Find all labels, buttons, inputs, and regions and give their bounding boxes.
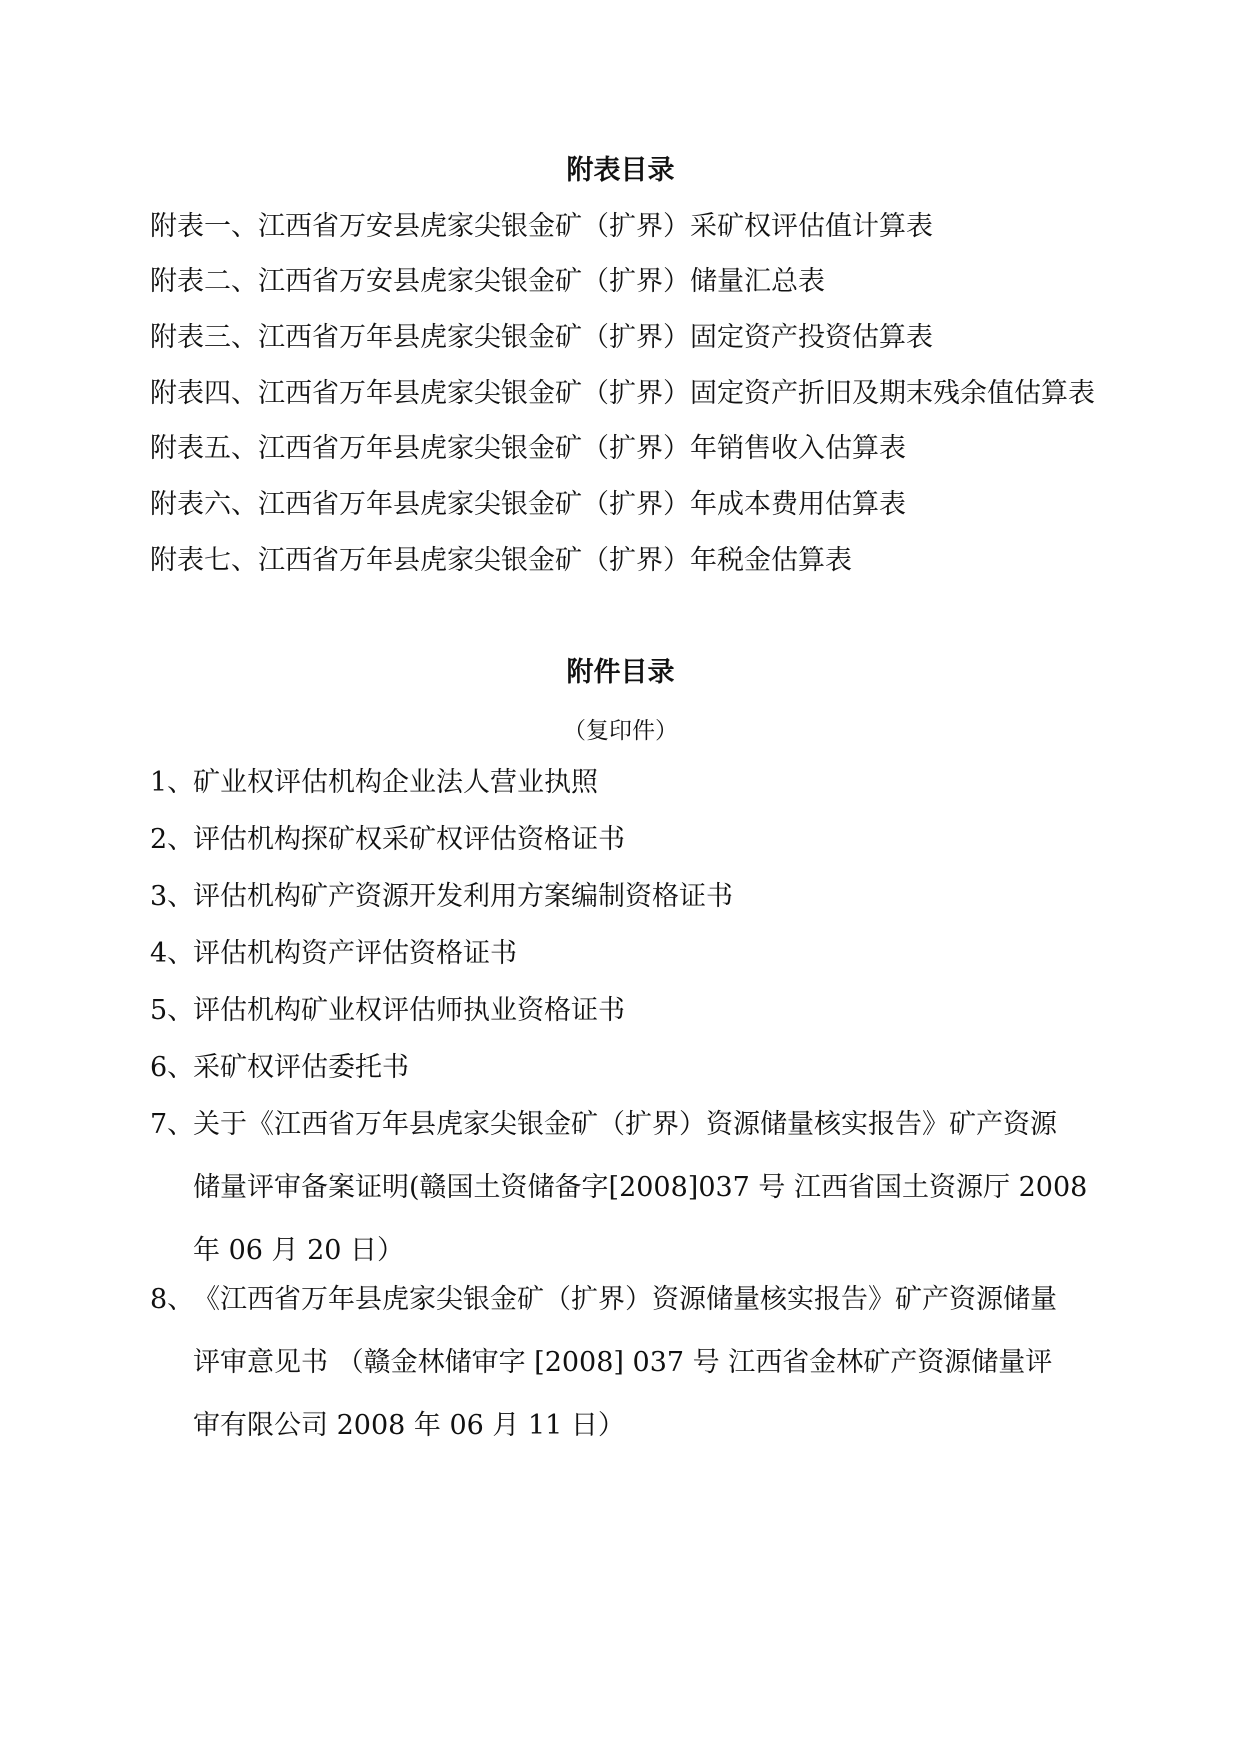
attachment-item — [150, 865, 1120, 928]
attachment-text: 关于《江西省万年县虎家尖银金矿（扩界）资源储量核实报告》矿产资源 — [193, 1109, 1057, 1140]
table-list-item: 附表二、江西省万安县虎家尖银金矿（扩界）储量汇总表 — [150, 266, 825, 297]
attachment-text: 评估机构探矿权采矿权评估资格证书 — [193, 824, 625, 855]
attachments-subheading: （复印件） — [563, 718, 678, 744]
attachment-item — [150, 1268, 1120, 1457]
attachment-text: 采矿权评估委托书 — [193, 1052, 409, 1083]
attachment-number: 4、 — [150, 938, 195, 969]
attachment-text: 评估机构矿产资源开发利用方案编制资格证书 — [193, 881, 733, 912]
attachment-number: 3、 — [150, 881, 195, 912]
table-list-item: 附表一、江西省万安县虎家尖银金矿（扩界）采矿权评估值计算表 — [150, 211, 933, 242]
attachment-text: 评估机构资产评估资格证书 — [193, 938, 517, 969]
attachment-number: 6、 — [150, 1052, 195, 1083]
attachment-number: 5、 — [150, 995, 195, 1026]
attachments-heading: 附件目录 — [566, 657, 675, 688]
attachment-text-continued: 储量评审备案证明(赣国土资储备字[2008]037 号 江西省国土资源厅 2008 — [193, 1172, 1088, 1203]
table-list-item: 附表四、江西省万年县虎家尖银金矿（扩界）固定资产折旧及期末残余值估算表 — [150, 378, 1095, 409]
attachment-text-continued: 审有限公司 2008 年 06 月 11 日） — [193, 1410, 625, 1441]
attachment-item — [150, 922, 1120, 985]
attachment-item — [150, 808, 1120, 871]
attachment-item — [150, 751, 1120, 814]
attachment-item — [150, 979, 1120, 1042]
attachment-number: 8、 — [150, 1284, 195, 1315]
attachment-text: 《江西省万年县虎家尖银金矿（扩界）资源储量核实报告》矿产资源储量 — [193, 1284, 1057, 1315]
table-list-item: 附表三、江西省万年县虎家尖银金矿（扩界）固定资产投资估算表 — [150, 322, 933, 353]
table-list-item: 附表七、江西省万年县虎家尖银金矿（扩界）年税金估算表 — [150, 545, 852, 576]
attachment-item — [150, 1093, 1120, 1282]
attachment-text-continued: 年 06 月 20 日） — [193, 1235, 405, 1266]
attachment-number: 7、 — [150, 1109, 195, 1140]
table-list-item: 附表五、江西省万年县虎家尖银金矿（扩界）年销售收入估算表 — [150, 433, 906, 464]
tables-heading: 附表目录 — [566, 155, 675, 186]
attachment-text: 矿业权评估机构企业法人营业执照 — [193, 767, 598, 798]
attachment-text-continued: 评审意见书 （赣金林储审字 [2008] 037 号 江西省金林矿产资源储量评 — [193, 1347, 1053, 1378]
attachment-number: 1、 — [150, 767, 195, 798]
attachment-item — [150, 1036, 1120, 1099]
attachment-text: 评估机构矿业权评估师执业资格证书 — [193, 995, 625, 1026]
attachment-number: 2、 — [150, 824, 195, 855]
table-list-item: 附表六、江西省万年县虎家尖银金矿（扩界）年成本费用估算表 — [150, 489, 906, 520]
